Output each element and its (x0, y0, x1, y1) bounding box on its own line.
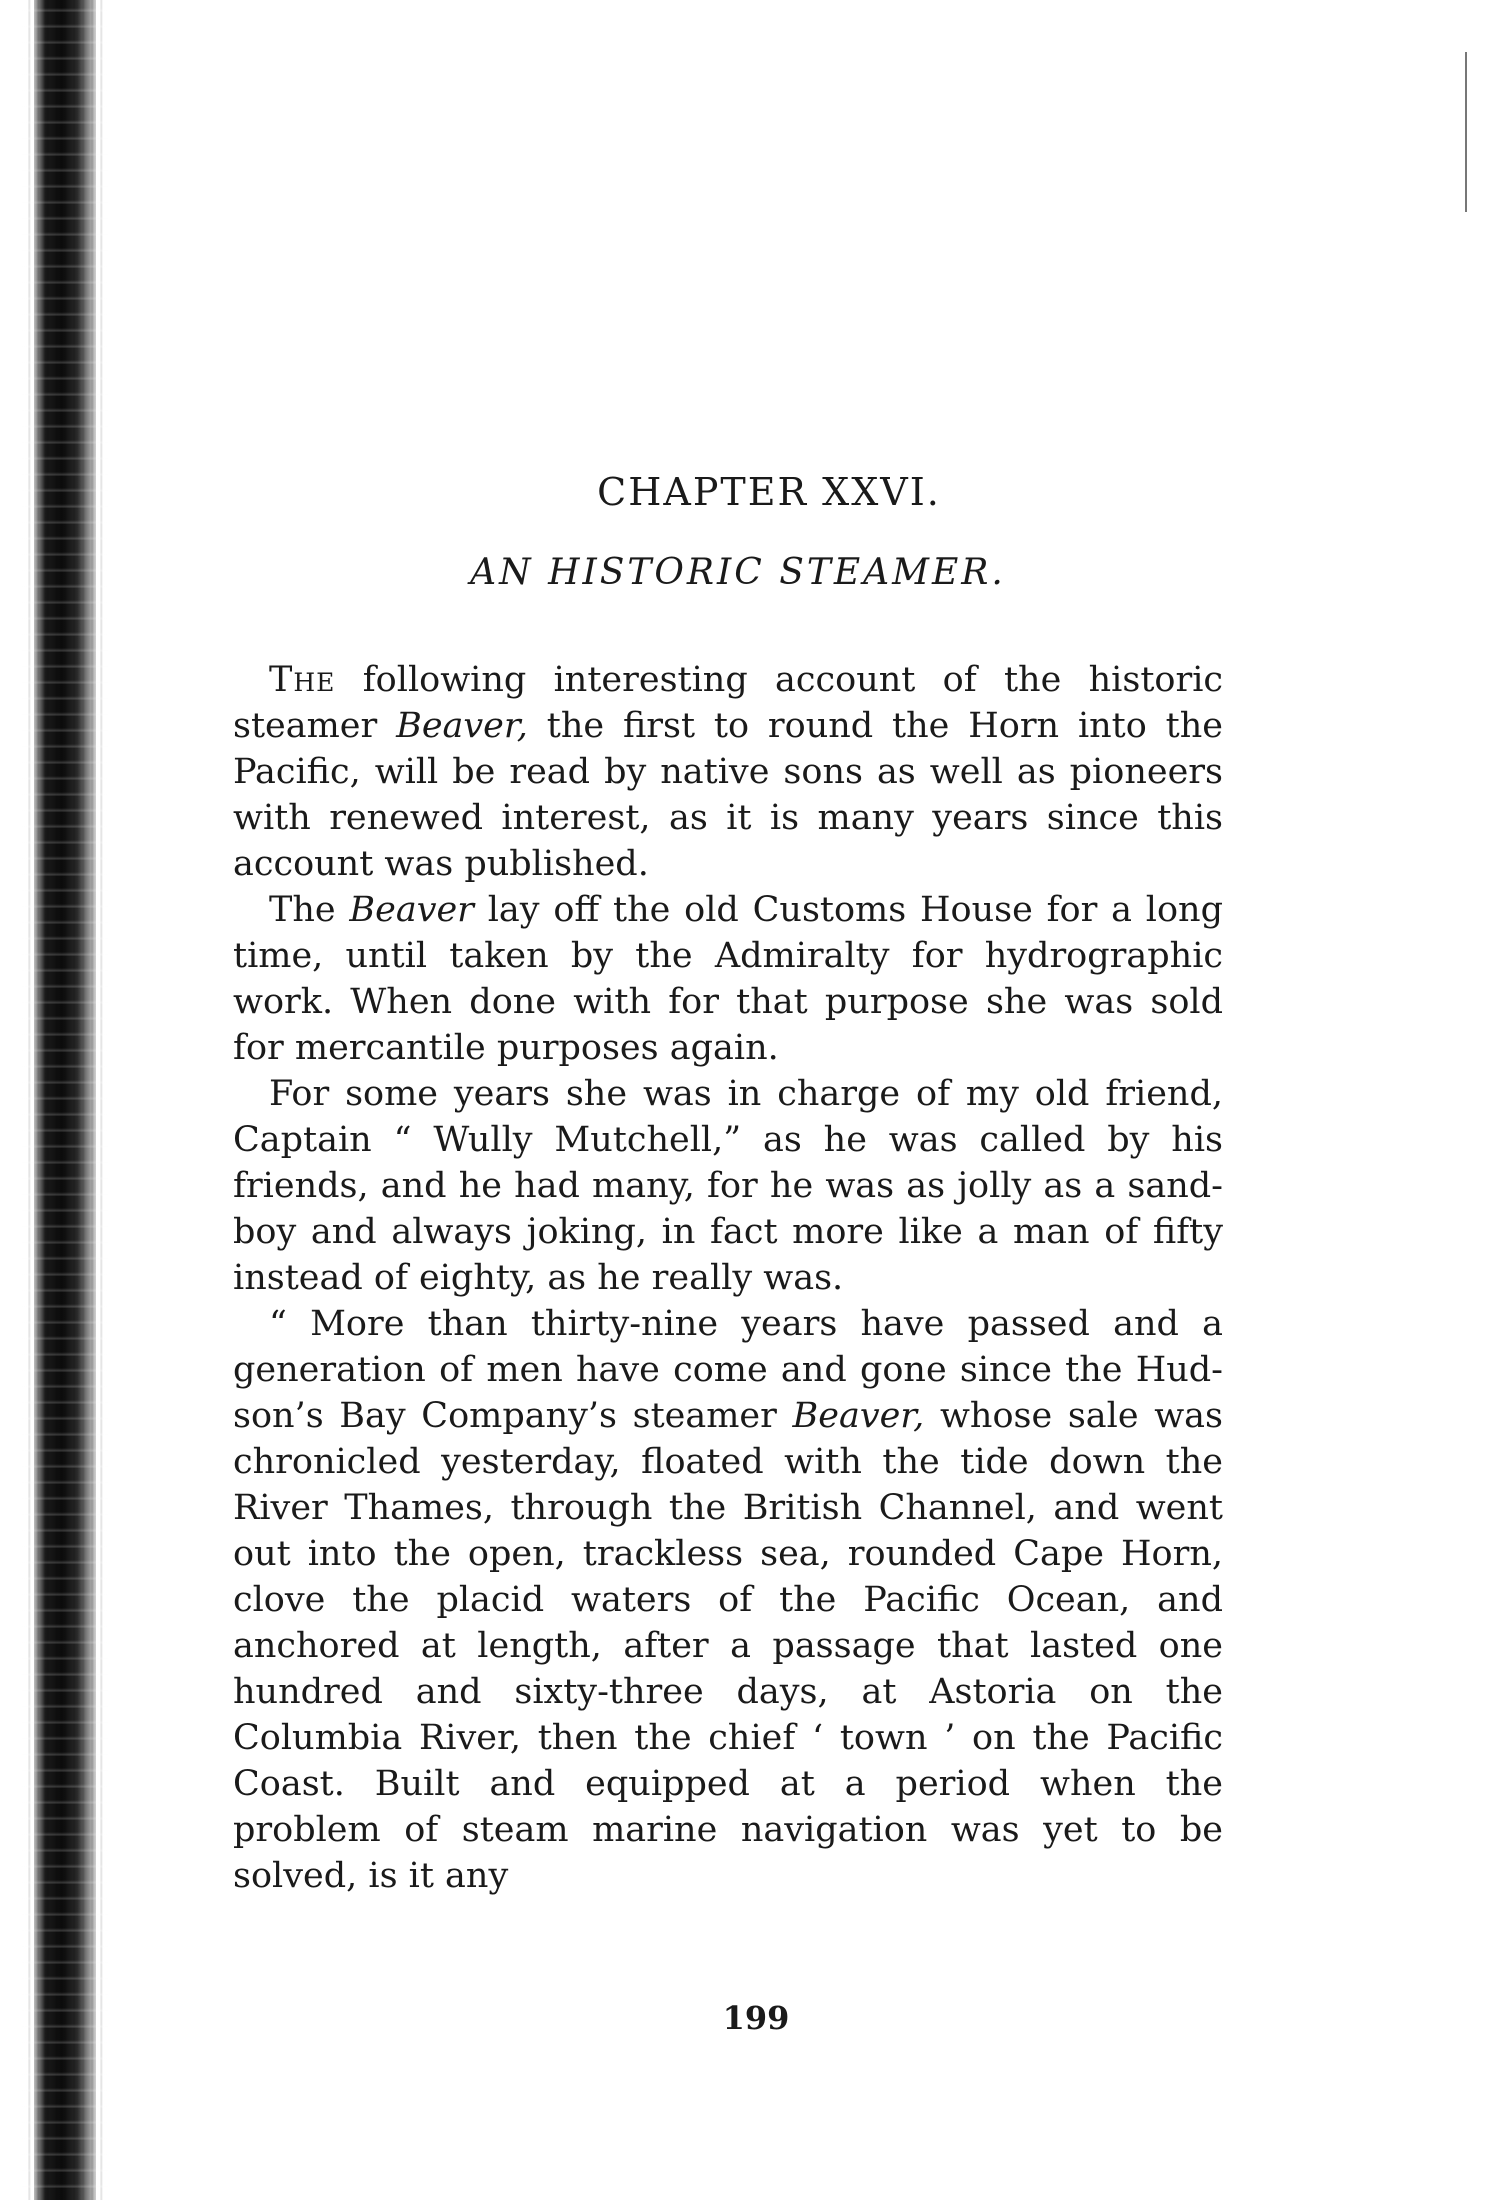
paragraph-1-text-b: the first to round the Horn into the Pacific, will be read by native sons as well as pioneers with renewed interest, as it is many years since this account was published. (233, 706, 1223, 884)
paragraph-2-text-b: lay off the old Customs House for a long time, until taken by the Admiralty for hydrographic work. When done with for that purpose she was sold for mercantile purposes again. (233, 890, 1223, 1068)
paragraph-4-text-a: “ More than thirty-nine years have passed and a generation of men have come and gone since the Hudson’s Bay Company’s steamer (233, 1304, 1223, 1436)
paragraph-2-text-a: The (269, 890, 350, 930)
ship-name-italic: Beaver, (396, 706, 528, 746)
paragraph-1 (233, 657, 1223, 887)
chapter-number: CHAPTER XXVI. (597, 470, 941, 514)
gutter-speckle-texture (22, 0, 108, 2200)
book-page (233, 470, 1223, 2037)
body-text (233, 657, 1223, 1899)
page-edge-mark (1465, 52, 1467, 212)
paragraph-4-text-b: whose sale was chronicled yesterday, floated with the tide down the River Thames, through the British Channel, and went out into the open, trackless sea, rounded Cape Horn, clove the placid waters of the Pacific Ocean, and anchored at length, after a passage that lasted one hundred and sixty-three days, at Astoria on the Columbia River, then the chief ‘ town ’ on the Pacific Coast. Built and equipped at a period when the problem of steam marine navigation was yet to be solved, is it any (233, 1396, 1223, 1896)
binding-gutter-shadow (0, 0, 120, 2200)
ship-name-italic: Beaver, (792, 1396, 925, 1436)
paragraph-3: For some years she was in charge of my old friend, Captain “ Wully Mutchell,” as he was called by his friends, and he had many, for he was as jolly as a sandboy and always joking, in fact more like a man of fifty instead of eighty, as he really was. (233, 1074, 1223, 1298)
ship-name-italic: Beaver (349, 890, 474, 930)
paragraph-2 (233, 887, 1223, 1071)
chapter-title: AN HISTORIC STEAMER. (470, 552, 1006, 593)
opening-word: The (269, 660, 336, 700)
paragraph-1-text-a: following interesting account of the historic steamer (233, 660, 1223, 746)
paragraph-4 (233, 1301, 1223, 1899)
page-number: 199 (722, 1999, 790, 2037)
